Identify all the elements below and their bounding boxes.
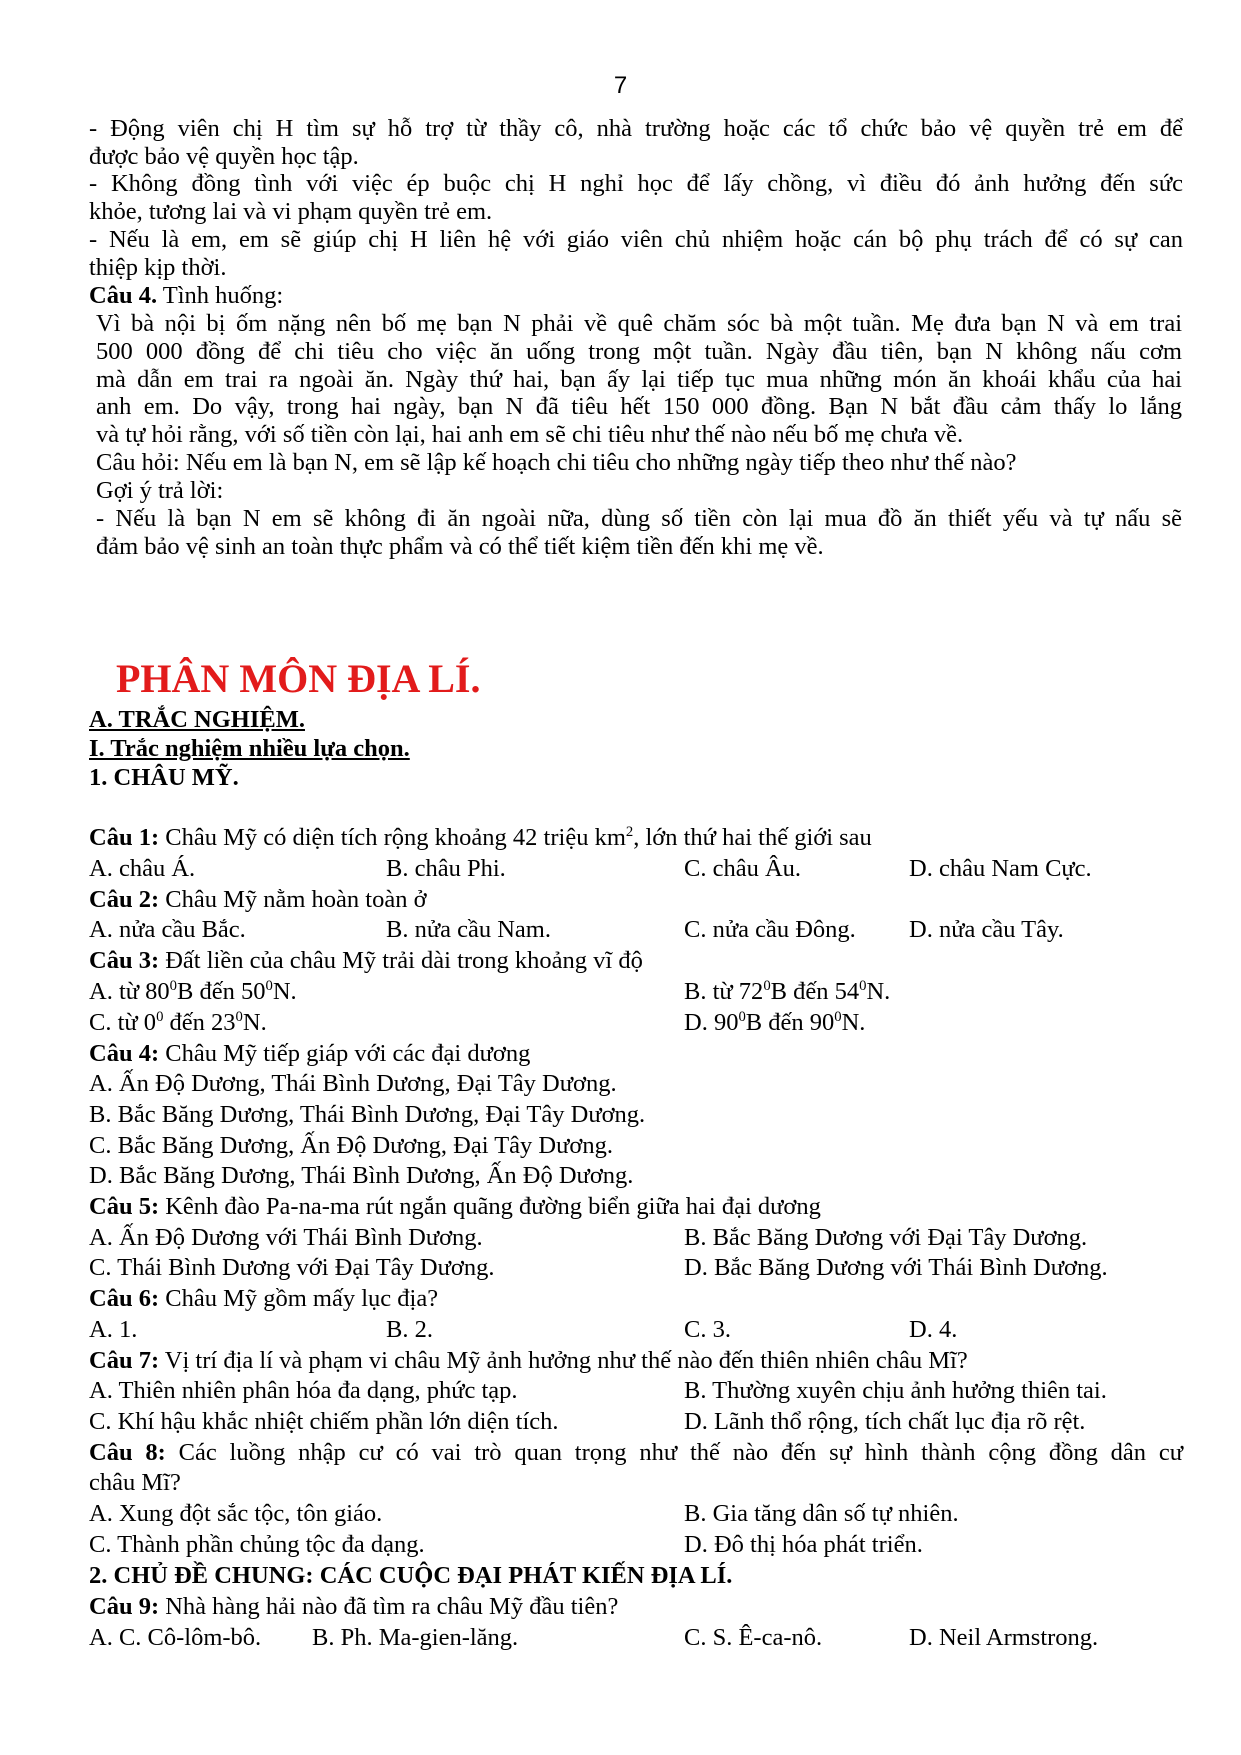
option-a: A. Ấn Độ Dương, Thái Bình Dương, Đại Tây Dương.: [89, 1070, 617, 1097]
option-b: B. 2.: [386, 1316, 433, 1343]
option-b: B. Thường xuyên chịu ảnh hưởng thiên tai.: [684, 1377, 1107, 1404]
intro-line: khỏe, tương lai và vi phạm quyền trẻ em.: [89, 198, 493, 225]
intro-line: được bảo vệ quyền học tập.: [89, 143, 359, 170]
cau4-line: Vì bà nội bị ốm nặng nên bố mẹ bạn N phải về quê chăm sóc bà một tuần. Mẹ đưa bạn N và em trai: [96, 310, 1182, 337]
cau4-line: và tự hỏi rằng, với số tiền còn lại, hai anh em sẽ chi tiêu như thế nào nếu bố mẹ chưa về.: [96, 421, 964, 448]
question-2: [89, 884, 427, 915]
page-number: 7: [613, 72, 628, 99]
question-label: Câu 8:: [89, 1439, 166, 1466]
option-a: A. nửa cầu Bắc.: [89, 916, 246, 943]
question-1: [89, 822, 872, 853]
option-c: C. từ $0^0$ đến $23^0N$.: [89, 1008, 267, 1036]
option-b: B. từ $72^0B$ đến $54^0N$.: [684, 977, 891, 1005]
cau4-line: mà dẫn em trai ra ngoài ăn. Ngày thứ hai, bạn ấy lại tiếp tục mua những món ăn khoái khẩu của hai: [96, 366, 1182, 393]
question-label: Câu 1:: [89, 824, 160, 851]
option-b: B. Bắc Băng Dương với Đại Tây Dương.: [684, 1224, 1088, 1251]
question-text: Châu Mỹ có diện tích rộng khoảng 42 triệu km: [159, 824, 626, 851]
question-text: Châu Mỹ gồm mấy lục địa?: [159, 1285, 439, 1312]
question-8: [89, 1437, 1183, 1468]
option-a: A. C. Cô-lôm-bô.: [89, 1624, 262, 1651]
option-c: C. 3.: [684, 1316, 731, 1343]
question-label: Câu 9:: [89, 1593, 160, 1620]
question-label: Câu 7:: [89, 1347, 160, 1374]
section-title: PHÂN MÔN ĐỊA LÍ.: [116, 656, 481, 701]
option-d: D. Neil Armstrong.: [909, 1624, 1099, 1651]
question-label: Câu 2:: [89, 886, 160, 913]
option-c: C. Bắc Băng Dương, Ấn Độ Dương, Đại Tây Dương.: [89, 1132, 613, 1159]
option-d: D. Bắc Băng Dương, Thái Bình Dương, Ấn Độ Dương.: [89, 1162, 634, 1189]
option-d: D. $90^0B$ đến $90^0N$.: [684, 1008, 866, 1036]
question-label: Câu 4.: [89, 282, 158, 309]
question-label: Câu 5:: [89, 1193, 160, 1220]
intro-line: - Không đồng tình với việc ép buộc chị H nghỉ học để lấy chồng, vì điều đó ảnh hưởng đến sức: [89, 170, 1183, 197]
part-i-heading: I. Trắc nghiệm nhiều lựa chọn.: [89, 735, 410, 762]
option-d: D. châu Nam Cực.: [909, 855, 1092, 882]
question-text: Châu Mỹ nằm hoàn toàn ở: [159, 886, 427, 913]
question-8-cont: châu Mĩ?: [89, 1469, 181, 1496]
option-a: A. châu Á.: [89, 855, 196, 882]
option-d: D. Lãnh thổ rộng, tích chất lục địa rõ rệt.: [684, 1408, 1086, 1435]
option-c: C. Thành phần chủng tộc đa dạng.: [89, 1531, 425, 1558]
cau4-hint-label: Gợi ý trả lời:: [96, 477, 224, 504]
option-c: C. Thái Bình Dương với Đại Tây Dương.: [89, 1254, 495, 1281]
cau4-line: anh em. Do vậy, trong hai ngày, bạn N đã tiêu hết 150 000 đồng. Bạn N bắt đầu cảm thấy lo lắng: [96, 393, 1182, 420]
cau4-answer: đảm bảo vệ sinh an toàn thực phẩm và có thể tiết kiệm tiền đến khi mẹ về.: [96, 533, 824, 560]
question-text: , lớn thứ hai thế giới sau: [633, 824, 872, 851]
cau4-heading-text: Tình huống:: [157, 282, 284, 309]
question-3: [89, 945, 643, 976]
cau4-heading: [89, 280, 283, 311]
option-c: C. S. Ê-ca-nô.: [684, 1624, 823, 1651]
intro-line: thiệp kịp thời.: [89, 254, 227, 281]
option-b: B. Gia tăng dân số tự nhiên.: [684, 1500, 959, 1527]
part-a-heading: A. TRẮC NGHIỆM.: [89, 706, 305, 733]
cau4-question: Câu hỏi: Nếu em là bạn N, em sẽ lập kế hoạch chi tiêu cho những ngày tiếp theo như thế nào?: [96, 449, 1017, 476]
superscript: 2: [625, 823, 634, 840]
question-text: Đất liền của châu Mỹ trải dài trong khoảng vĩ độ: [159, 947, 643, 974]
question-label: Câu 4:: [89, 1040, 160, 1067]
topic-1-heading: 1. CHÂU MỸ.: [89, 764, 239, 791]
option-c: C. châu Âu.: [684, 855, 802, 882]
question-text: Nhà hàng hải nào đã tìm ra châu Mỹ đầu tiên?: [159, 1593, 619, 1620]
option-b: B. nửa cầu Nam.: [386, 916, 551, 943]
option-d: D. Đô thị hóa phát triển.: [684, 1531, 923, 1558]
intro-line: - Nếu là em, em sẽ giúp chị H liên hệ với giáo viên chủ nhiệm hoặc cán bộ phụ trách để có sự can: [89, 226, 1183, 253]
option-b: B. châu Phi.: [386, 855, 506, 882]
option-d: D. 4.: [909, 1316, 958, 1343]
question-7: [89, 1345, 968, 1376]
option-a: A. Thiên nhiên phân hóa đa dạng, phức tạp.: [89, 1377, 518, 1404]
question-text: Kênh đào Pa-na-ma rút ngắn quãng đường biển giữa hai đại dương: [159, 1193, 821, 1220]
option-b: B. Ph. Ma-gien-lăng.: [312, 1624, 519, 1651]
question-5: [89, 1191, 821, 1222]
question-text: Các luồng nhập cư có vai trò quan trọng như thế nào đến sự hình thành cộng đồng dân cư: [165, 1439, 1183, 1466]
option-a: A. Xung đột sắc tộc, tôn giáo.: [89, 1500, 383, 1527]
question-text: Vị trí địa lí và phạm vi châu Mỹ ảnh hưởng như thế nào đến thiên nhiên châu Mĩ?: [159, 1347, 968, 1374]
option-a: A. 1.: [89, 1316, 138, 1343]
topic-2-heading: 2. CHỦ ĐỀ CHUNG: CÁC CUỘC ĐẠI PHÁT KIẾN ĐỊA LÍ.: [89, 1562, 733, 1589]
question-text: Châu Mỹ tiếp giáp với các đại dương: [159, 1040, 531, 1067]
option-b: B. Bắc Băng Dương, Thái Bình Dương, Đại Tây Dương.: [89, 1101, 646, 1128]
option-a: A. từ $80^0B$ đến $50^0N$.: [89, 977, 297, 1005]
option-c: C. nửa cầu Đông.: [684, 916, 856, 943]
question-9: [89, 1591, 618, 1622]
question-4: [89, 1038, 530, 1069]
option-d: D. Bắc Băng Dương với Thái Bình Dương.: [684, 1254, 1108, 1281]
question-label: Câu 3:: [89, 947, 160, 974]
cau4-answer: - Nếu là bạn N em sẽ không đi ăn ngoài nữa, dùng số tiền còn lại mua đồ ăn thiết yếu và tự nấu sẽ: [96, 505, 1182, 532]
option-d: D. nửa cầu Tây.: [909, 916, 1064, 943]
question-label: Câu 6:: [89, 1285, 160, 1312]
cau4-line: 500 000 đồng để chi tiêu cho việc ăn uống trong một tuần. Ngày đầu tiên, bạn N không nấu cơm: [96, 338, 1182, 365]
question-6: [89, 1283, 438, 1314]
intro-line: - Động viên chị H tìm sự hỗ trợ từ thầy cô, nhà trường hoặc các tổ chức bảo vệ quyền trẻ em để: [89, 115, 1183, 142]
option-a: A. Ấn Độ Dương với Thái Bình Dương.: [89, 1224, 483, 1251]
option-c: C. Khí hậu khắc nhiệt chiếm phần lớn diện tích.: [89, 1408, 559, 1435]
